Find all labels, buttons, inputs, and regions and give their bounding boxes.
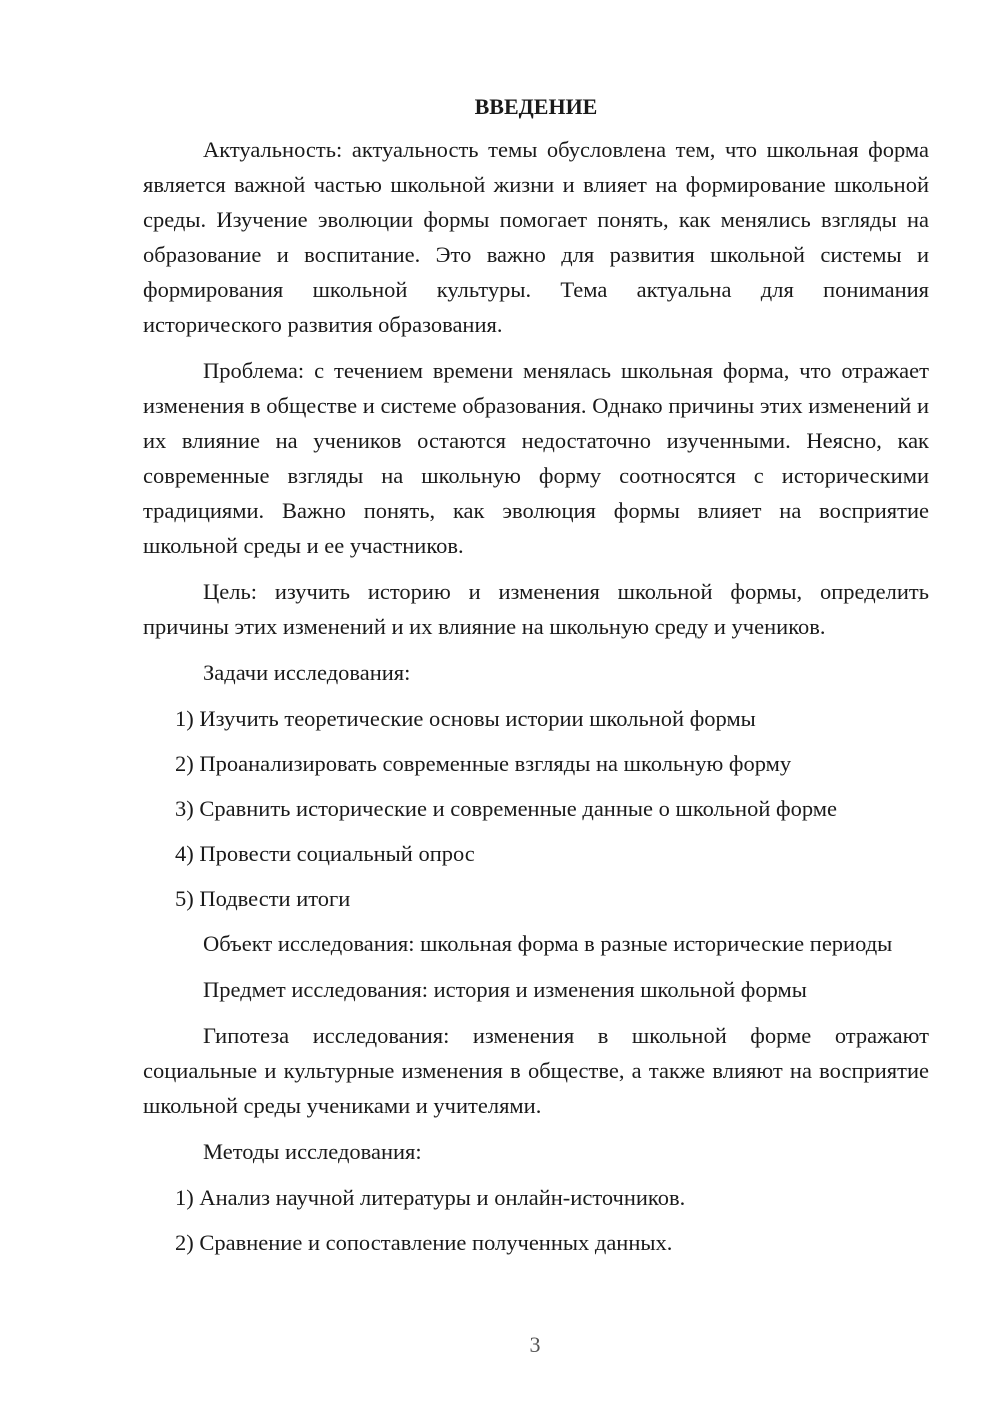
subject-paragraph: Предмет исследования: история и изменения школьной формы	[203, 977, 807, 1002]
list-item: 1) Анализ научной литературы и онлайн-источников.	[175, 1185, 686, 1210]
page-content	[143, 92, 929, 1270]
list-item: 2) Проанализировать современные взгляды на школьную форму	[175, 751, 792, 776]
methods-title: Методы исследования:	[203, 1139, 422, 1164]
list-item: 4) Провести социальный опрос	[175, 841, 475, 866]
list-item: 3) Сравнить исторические и современные данные о школьной форме	[175, 796, 837, 821]
object-paragraph: Объект исследования: школьная форма в разные исторические периоды	[203, 931, 893, 956]
section-heading: ВВЕДЕНИЕ	[474, 94, 598, 119]
tasks-list	[143, 701, 929, 916]
list-item: 5) Подвести итоги	[175, 886, 351, 911]
relevance-paragraph: Актуальность: актуальность темы обусловлена тем, что школьная форма является важной частью школьной жизни и влияет на формирование школьной среды. Изучение эволюции формы помогает понять, как менялись взгляды на образование и воспитание. Это важно для развития школьной системы и формирования школьной культуры. Тема актуальна для понимания исторического развития образования.	[143, 137, 929, 337]
problem-paragraph: Проблема: с течением времени менялась школьная форма, что отражает изменения в обществе и системе образования. Однако причины этих изменений и их влияние на учеников остаются недостаточно изученными. Неясно, как современные взгляды на школьную форму соотносятся с историческими традициями. Важно понять, как эволюция формы влияет на восприятие школьной среды и ее участников.	[143, 358, 929, 558]
list-item: 1) Изучить теоретические основы истории школьной формы	[175, 706, 756, 731]
page-number: 3	[529, 1332, 541, 1357]
hypothesis-paragraph: Гипотеза исследования: изменения в школьной форме отражают социальные и культурные изменения в обществе, а также влияют на восприятие школьной среды учениками и учителями.	[143, 1023, 929, 1118]
tasks-title: Задачи исследования:	[203, 660, 411, 685]
methods-list	[143, 1180, 929, 1260]
list-item: 2) Сравнение и сопоставление полученных данных.	[175, 1230, 673, 1255]
goal-paragraph: Цель: изучить историю и изменения школьной формы, определить причины этих изменений и их влияние на школьную среду и учеников.	[143, 579, 929, 639]
